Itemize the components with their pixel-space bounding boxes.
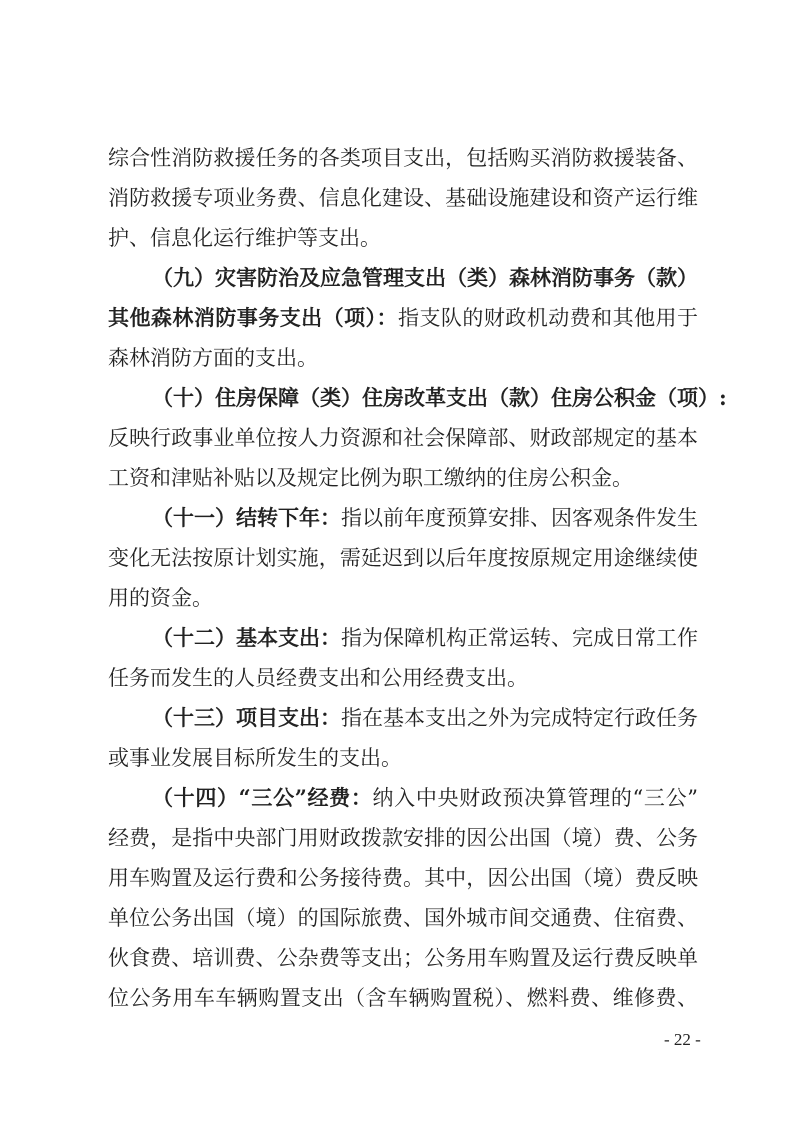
text-line: 工资和津贴补贴以及规定比例为职工缴纳的住房公积金。 xyxy=(108,466,633,490)
text-line: 经费，是指中央部门用财政拨款安排的因公出国（境）费、公务 xyxy=(108,826,698,850)
text-line: 综合性消防救援任务的各类项目支出，包括购买消防救援装备、 xyxy=(108,146,698,170)
section-heading-9: （九）灾害防治及应急管理支出（类）森林消防事务（款） xyxy=(152,265,698,290)
text-line: 其他森林消防事务支出（项）：指支队的财政机动费和其他用于 xyxy=(108,305,699,330)
text-line: 位公务用车车辆购置支出（含车辆购置税）、燃料费、维修费、 xyxy=(108,986,698,1010)
text-line: 护、信息化运行维护等支出。 xyxy=(108,226,381,250)
text-line: 任务而发生的人员经费支出和公用经费支出。 xyxy=(108,666,528,690)
section-heading-12: （十二）基本支出：指为保障机构正常运转、完成日常工作 xyxy=(152,625,698,650)
text-line: 伙食费、培训费、公杂费等支出；公务用车购置及运行费反映单 xyxy=(108,946,698,970)
text-line: 反映行政事业单位按人力资源和社会保障部、财政部规定的基本 xyxy=(108,426,698,450)
text-line: 森林消防方面的支出。 xyxy=(108,346,318,370)
text-line: 变化无法按原计划实施，需延迟到以后年度按原规定用途继续使 xyxy=(108,546,698,570)
section-heading-13: （十三）项目支出：指在基本支出之外为完成特定行政任务 xyxy=(152,705,698,730)
section-heading-10: （十）住房保障（类）住房改革支出（款）住房公积金（项）: xyxy=(152,385,727,410)
text-line: 单位公务出国（境）的国际旅费、国外城市间交通费、住宿费、 xyxy=(108,906,698,930)
text-line: 消防救援专项业务费、信息化建设、基础设施建设和资产运行维 xyxy=(108,186,698,210)
page-number: - 22 - xyxy=(664,1030,701,1049)
section-heading-14: （十四）“三公”经费：纳入中央财政预决算管理的“三公” xyxy=(152,785,698,810)
section-heading-11: （十一）结转下年：指以前年度预算安排、因客观条件发生 xyxy=(152,505,698,530)
text-line: 用的资金。 xyxy=(108,586,213,610)
text-line: 用车购置及运行费和公务接待费。其中，因公出国（境）费反映 xyxy=(108,866,698,890)
text-line: 或事业发展目标所发生的支出。 xyxy=(108,746,402,770)
